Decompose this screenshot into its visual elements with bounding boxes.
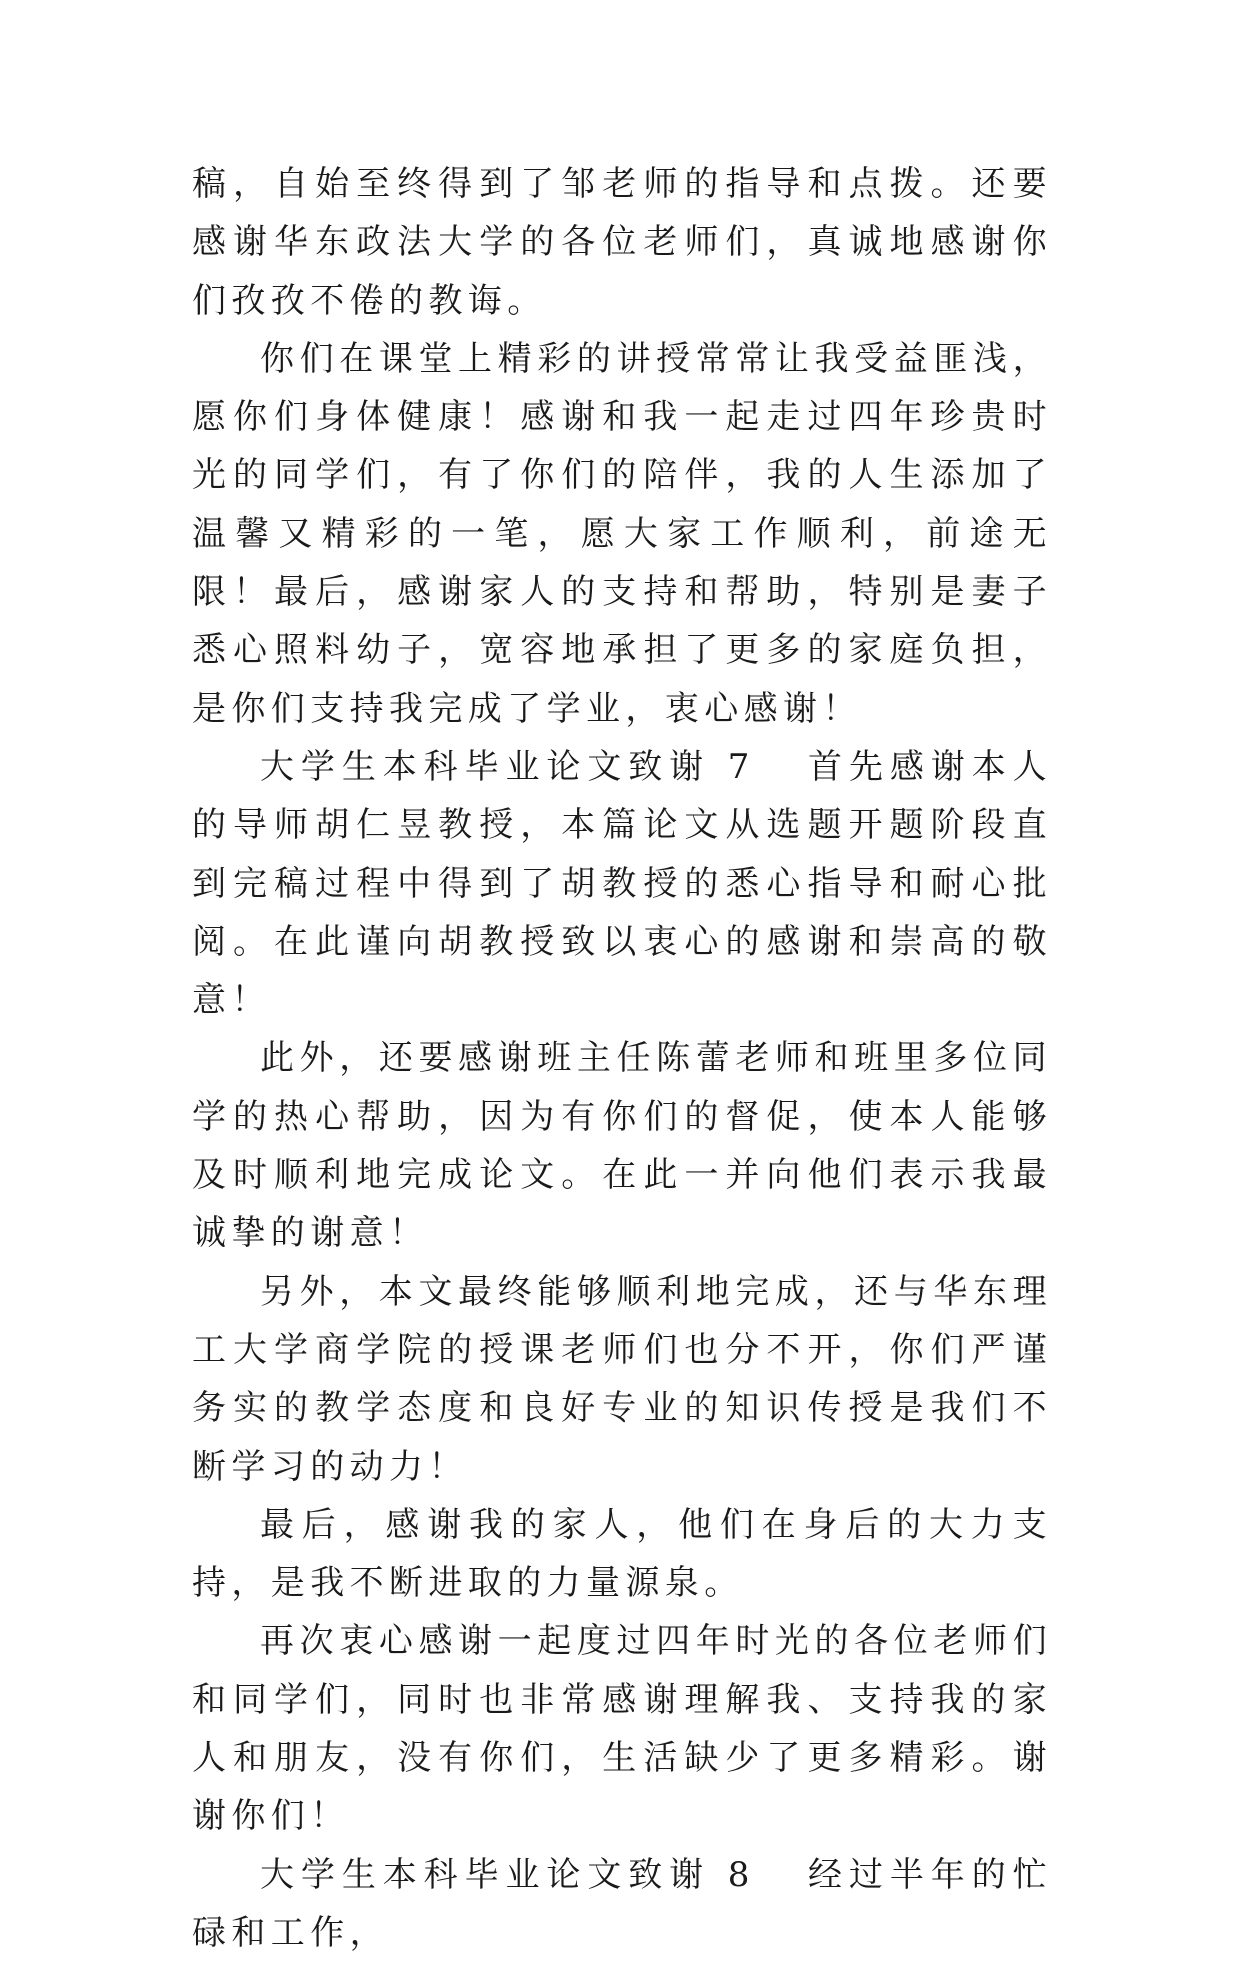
paragraph: 你们在课堂上精彩的讲授常常让我受益匪浅，愿你们身体健康！感谢和我一起走过四年珍贵时光的同学们，有了你们的陪伴，我的人生添加了温馨又精彩的一笔，愿大家工作顺利，前途无限！最后，感谢家人的支持和帮助，特别是妻子悉心照料幼子，宽容地承担了更多的家庭负担，是你们支持我完成了学业，衷心感谢！ xyxy=(192,338,1052,729)
paragraph: 此外，还要感谢班主任陈蕾老师和班里多位同学的热心帮助，因为有你们的督促，使本人能够及时顺利地完成论文。在此一并向他们表示我最诚挚的谢意！ xyxy=(192,1038,1052,1254)
section-heading: 大学生本科毕业论文致谢 7 xyxy=(260,746,755,787)
paragraph-text: 经过半年的忙碌和工作， xyxy=(192,1854,1053,1953)
section-paragraph xyxy=(192,738,1052,1029)
section-paragraph xyxy=(192,1846,1052,1962)
document-body xyxy=(192,155,1052,1962)
paragraph: 再次衷心感谢一起度过四年时光的各位老师们和同学们，同时也非常感谢理解我、支持我的家人和朋友，没有你们，生活缺少了更多精彩。谢谢你们！ xyxy=(192,1621,1052,1837)
paragraph: 另外，本文最终能够顺利地完成，还与华东理工大学商学院的授课老师们也分不开，你们严谨务实的教学态度和良好专业的知识传授是我们不断学习的动力！ xyxy=(192,1271,1052,1487)
paragraph: 稿，自始至终得到了邹老师的指导和点拨。还要感谢华东政法大学的各位老师们，真诚地感谢你们孜孜不倦的教诲。 xyxy=(192,164,1052,321)
section-heading: 大学生本科毕业论文致谢 8 xyxy=(260,1854,755,1895)
paragraph: 最后，感谢我的家人，他们在身后的大力支持，是我不断进取的力量源泉。 xyxy=(192,1504,1052,1604)
paragraph-text: 首先感谢本人的导师胡仁昱教授，本篇论文从选题开题阶段直到完稿过程中得到了胡教授的悉心指导和耐心批阅。在此谨向胡教授致以衷心的感谢和崇高的敬意！ xyxy=(192,746,1053,1021)
